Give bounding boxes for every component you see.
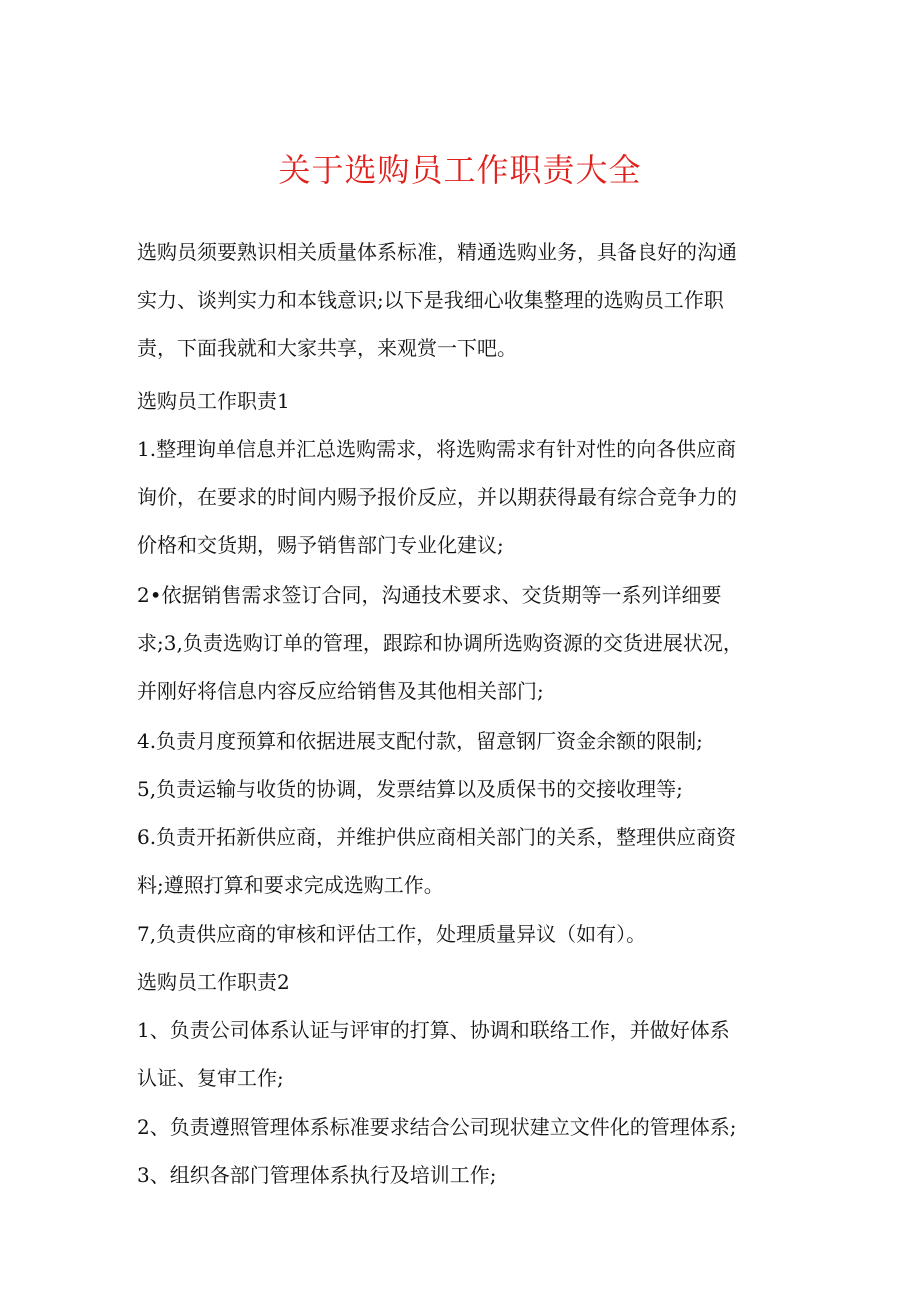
document-title: 关于选购员工作职责大全 xyxy=(278,151,642,189)
duty-item-line: 求;3,负责选购订单的管理，跟踪和协调所选购资源的交货进展状况， xyxy=(137,631,743,655)
duty-item-line: 2•依据销售需求签订合同，沟通技术要求、交货期等一系列详细要 xyxy=(137,583,722,607)
duty-item-1 xyxy=(137,425,797,569)
duty-item-7 xyxy=(137,910,797,958)
duty-item-line: 5,负责运输与收货的协调，发票结算以及质保书的交接收理等; xyxy=(137,777,683,801)
duty-item-5 xyxy=(137,765,797,813)
duty-item-line: 3、组织各部门管理体系执行及培训工作; xyxy=(137,1163,497,1187)
duty-item-line: 1、负责公司体系认证与评审的打算、协调和联络工作，并做好体系 xyxy=(137,1018,730,1042)
duty-item-4 xyxy=(137,717,797,765)
duty2-item-1 xyxy=(137,1006,797,1102)
duty-item-line: 2、负责遵照管理体系标准要求结合公司现状建立文件化的管理体系; xyxy=(137,1115,737,1139)
duty2-item-2 xyxy=(137,1103,797,1151)
duty2-item-3 xyxy=(137,1151,797,1199)
section-heading-2-text: 选购员工作职责2 xyxy=(137,970,290,994)
duty-item-line: 价格和交货期，赐予销售部门专业化建议; xyxy=(137,533,504,557)
duty-item-line: 6.负责开拓新供应商，并维护供应商相关部门的关系，整理供应商资 xyxy=(137,825,737,849)
duty-item-line: 询价，在要求的时间内赐予报价反应，并以期获得最有综合竞争力的 xyxy=(137,485,737,509)
duty-item-2 xyxy=(137,571,797,715)
section-heading-2 xyxy=(137,958,797,1006)
duty-item-line: 4.负责月度预算和依据进展支配付款，留意钢厂资金余额的限制; xyxy=(137,729,703,753)
duty-item-line: 料;遵照打算和要求完成选购工作。 xyxy=(137,873,444,897)
section-heading-1 xyxy=(137,377,797,425)
intro-line: 实力、谈判实力和本钱意识;以下是我细心收集整理的选购员工作职 xyxy=(137,288,724,312)
duty-item-line: 1.整理询单信息并汇总选购需求，将选购需求有针对性的向各供应商 xyxy=(137,437,737,461)
section-heading-1-text: 选购员工作职责1 xyxy=(137,389,290,413)
duty-item-line: 并刚好将信息内容反应给销售及其他相关部门; xyxy=(137,679,544,703)
intro-line: 选购员须要熟识相关质量体系标准，精通选购业务，具备良好的沟通 xyxy=(137,240,737,264)
duty-item-line: 认证、复审工作; xyxy=(137,1066,284,1090)
intro-line: 责，下面我就和大家共享，来观赏一下吧。 xyxy=(137,336,517,360)
duty-item-line: 7,负责供应商的审核和评估工作，处理质量异议（如有）。 xyxy=(137,922,647,946)
intro-paragraph xyxy=(137,228,797,372)
duty-item-6 xyxy=(137,813,797,909)
